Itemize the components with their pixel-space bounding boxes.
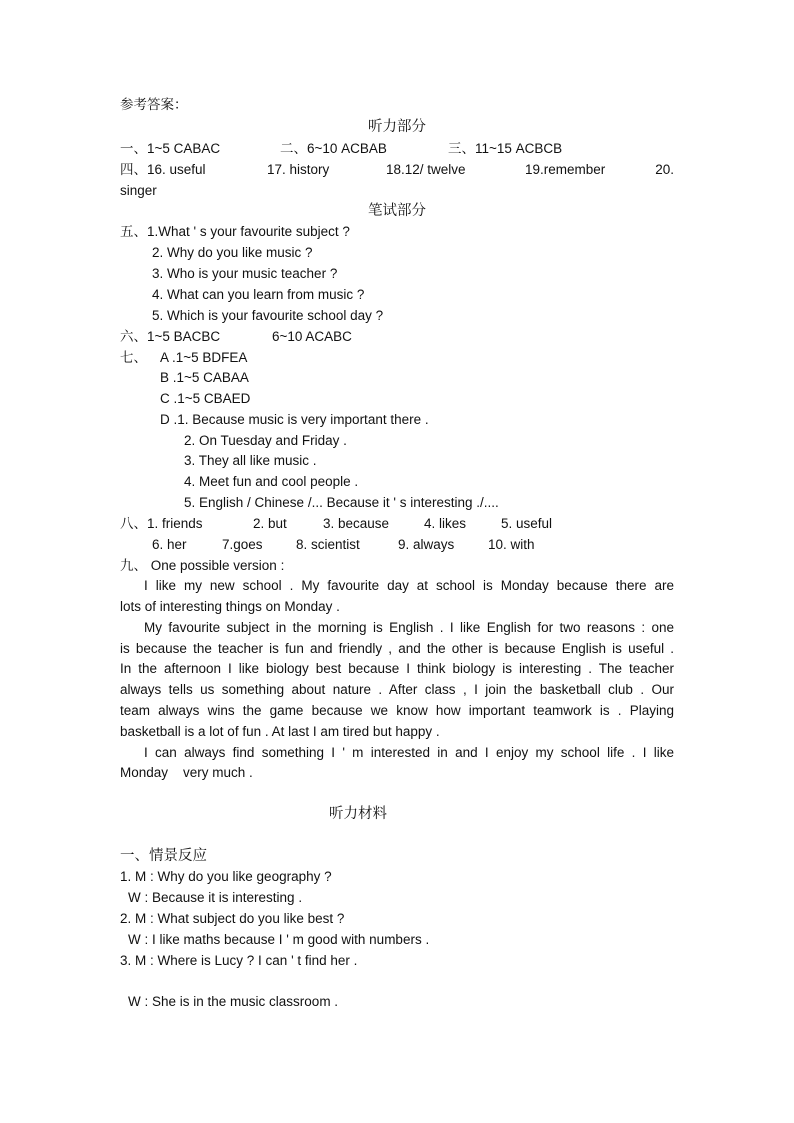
listening-material-subtitle: 一、情景反应 [120, 848, 207, 864]
reference-answer-label: 参考答案： [120, 97, 188, 112]
listening-answers-row-2 [120, 161, 674, 179]
section-6-row [120, 328, 674, 346]
section-8-item-6: 6. her [152, 537, 187, 552]
answer-20-number: 20. [655, 162, 674, 177]
section-8-item-1: 八、1. friends [120, 516, 203, 531]
section-7-label: 七、 [120, 350, 147, 365]
answers-11-15: 三、11~15 ACBCB [448, 141, 563, 156]
dialogue-line-2: W : Because it is interesting . [128, 890, 303, 905]
section-8-item-9: 9. always [398, 537, 455, 552]
section-7-d-3: 3. They all like music . [184, 453, 317, 468]
section-7-d-1: D .1. Because music is very important there . [160, 412, 429, 427]
answers-1-5: 一、1~5 CABAC [120, 141, 221, 156]
essay-line-5: In the afternoon I like biology best because I think biology is interesting . The teacher [120, 661, 674, 676]
section-8-row-2 [152, 536, 706, 554]
section-7-b: B .1~5 CABAA [160, 370, 249, 385]
essay-line-9: I can always find something I ' m interested in and I enjoy my school life . I like [144, 745, 674, 760]
essay-line-7: team always wins the game because we know how important teamwork is . Playing [120, 703, 674, 718]
dialogue-line-5: 3. M : Where is Lucy ? I can ' t find her . [120, 953, 358, 968]
dialogue-line-4: W : I like maths because I ' m good with numbers . [128, 932, 430, 947]
dialogue-line-1: 1. M : Why do you like geography ? [120, 869, 332, 884]
answers-6-10: 二、6~10 ACBAB [280, 141, 387, 156]
section-5-item-3: 3. Who is your music teacher ? [152, 266, 338, 281]
essay-line-2: lots of interesting things on Monday . [120, 599, 340, 614]
listening-section-title: 听力部分 [368, 119, 426, 135]
section-6-part-2: 6~10 ACABC [272, 329, 352, 344]
section-5-item-5: 5. Which is your favourite school day ? [152, 308, 384, 323]
section-7-c: C .1~5 CBAED [160, 391, 251, 406]
section-8-row-1 [120, 515, 674, 533]
answer-17: 17. history [267, 162, 330, 177]
essay-line-3: My favourite subject in the morning is English . I like English for two reasons : one [144, 620, 674, 635]
section-8-item-8: 8. scientist [296, 537, 360, 552]
section-5-item-1: 五、1.What ' s your favourite subject ? [120, 224, 350, 239]
section-7-row-a [120, 349, 674, 367]
answer-18: 18.12/ twelve [386, 162, 466, 177]
essay-line-8: basketball is a lot of fun . At last I am tired but happy . [120, 724, 440, 739]
essay-line-1: I like my new school . My favourite day at school is Monday because there are [144, 578, 674, 593]
essay-line-6: always tells us something about nature . After class , I join the basketball club . Our [120, 682, 674, 697]
section-5-item-4: 4. What can you learn from music ? [152, 287, 365, 302]
section-7-d-2: 2. On Tuesday and Friday . [184, 433, 347, 448]
section-8-item-7: 7.goes [222, 537, 263, 552]
listening-material-title: 听力材料 [329, 806, 387, 822]
answer-19: 19.remember [525, 162, 606, 177]
section-7-a: A .1~5 BDFEA [160, 350, 248, 365]
section-5-item-2: 2. Why do you like music ? [152, 245, 313, 260]
section-7-d-5: 5. English / Chinese /... Because it ' s interesting ./.... [184, 495, 499, 510]
writing-section-title: 笔试部分 [368, 203, 426, 219]
listening-answers-row-1 [120, 140, 674, 158]
section-8-item-2: 2. but [253, 516, 287, 531]
answer-20-value: singer [120, 183, 157, 198]
essay-line-10: Monday very much . [120, 765, 253, 780]
dialogue-line-6: W : She is in the music classroom . [128, 994, 339, 1009]
section-8-item-10: 10. with [488, 537, 535, 552]
dialogue-line-3: 2. M : What subject do you like best ? [120, 911, 345, 926]
section-7-d-4: 4. Meet fun and cool people . [184, 474, 359, 489]
essay-line-4: is because the teacher is fun and friendly , and the other is because English is useful . [120, 641, 674, 656]
section-9-label: 九、 One possible version : [120, 558, 285, 573]
section-6-part-1: 六、1~5 BACBC [120, 329, 221, 344]
section-8-item-5: 5. useful [501, 516, 553, 531]
answer-16: 四、16. useful [120, 162, 206, 177]
section-8-item-3: 3. because [323, 516, 390, 531]
section-8-item-4: 4. likes [424, 516, 467, 531]
